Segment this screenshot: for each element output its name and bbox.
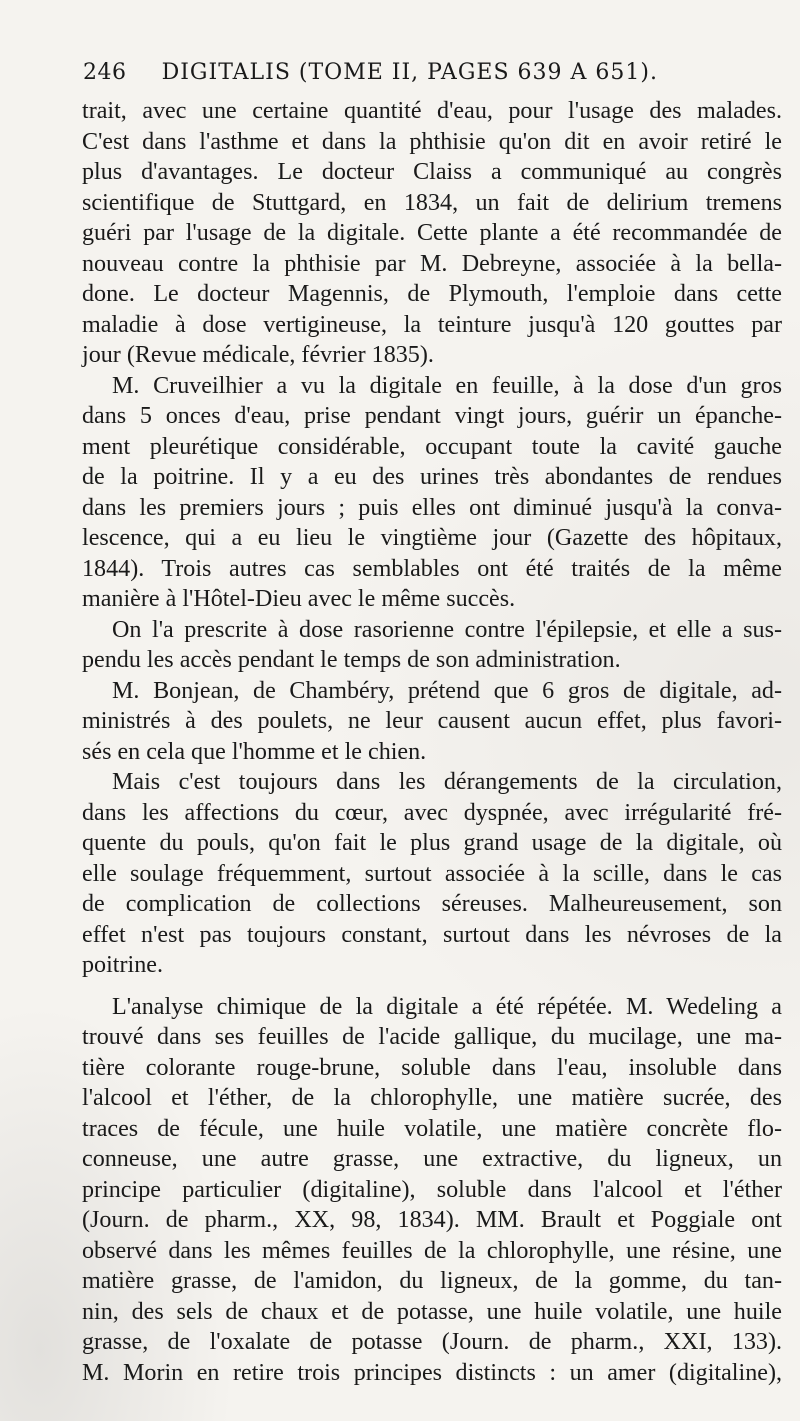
text-line: grasse, de l'oxalate de potasse (Journ. de pharm., XXI, 133). (82, 1329, 782, 1355)
body-text (82, 96, 782, 1388)
text-line: pendu les accès pendant le temps de son administration. (82, 647, 621, 673)
text-line: M. Cruveilhier a vu la digitale en feuille, à la dose d'un gros (112, 372, 782, 399)
text-line: effet n'est pas toujours constant, surtout dans les névroses de la (82, 921, 782, 948)
text-line: done. Le docteur Magennis, de Plymouth, l'emploie dans cette (82, 281, 782, 307)
text-line: trait, avec une certaine quantité d'eau, pour l'usage des malades. (82, 98, 782, 124)
text-line: scientifique de Stuttgard, en 1834, un fait de delirium tremens (82, 189, 782, 216)
text-line: matière grasse, de l'amidon, du ligneux, de la gomme, du tan- (82, 1268, 782, 1294)
page-number: 246 (83, 60, 127, 85)
text-line: lescence, qui a eu lieu le vingtième jour (Gazette des hôpitaux, (82, 525, 782, 551)
text-line: observé dans les mêmes feuilles de la chlorophylle, une résine, une (82, 1237, 782, 1264)
text-line: trouvé dans ses feuilles de l'acide gallique, du mucilage, une ma- (82, 1024, 782, 1050)
text-line: Mais c'est toujours dans les dérangements de la circulation, (112, 769, 782, 795)
text-line: M. Morin en retire trois principes distincts : un amer (digitaline), (82, 1359, 782, 1386)
text-line: C'est dans l'asthme et dans la phthisie qu'on dit en avoir retiré le (82, 128, 782, 155)
text-line: traces de fécule, une huile volatile, une matière concrète flo- (82, 1115, 782, 1142)
text-line: ment pleurétique considérable, occupant toute la cavité gauche (82, 433, 782, 460)
text-line: de complication de collections séreuses. Malheureusement, son (82, 891, 782, 917)
paragraph-gap (82, 981, 782, 992)
text-line: 1844). Trois autres cas semblables ont été traités de la même (82, 555, 782, 582)
text-line: nouveau contre la phthisie par M. Debreyne, associée à la bella- (82, 250, 782, 277)
text-line: L'analyse chimique de la digitale a été répétée. M. Wedeling a (112, 993, 782, 1020)
text-line: sés en cela que l'homme et le chien. (82, 738, 427, 765)
text-line: plus d'avantages. Le docteur Claiss a communiqué au congrès (82, 159, 782, 185)
running-title: DIGITALIS (TOME II, PAGES 639 A 651). (161, 60, 658, 85)
text-line: nin, des sels de chaux et de potasse, une huile volatile, une huile (82, 1298, 782, 1325)
text-line: de la poitrine. Il y a eu des urines très abondantes de rendues (82, 464, 782, 490)
text-line: dans 5 onces d'eau, prise pendant vingt jours, guérir un épanche- (82, 403, 782, 429)
text-line: elle soulage fréquemment, surtout associée à la scille, dans le cas (82, 860, 782, 887)
text-line: jour (Revue médicale, février 1835). (82, 342, 434, 368)
text-line: guéri par l'usage de la digitale. Cette plante a été recommandée de (82, 220, 782, 246)
text-line: conneuse, une autre grasse, une extractive, du ligneux, un (82, 1146, 782, 1172)
text-line: ministrés à des poulets, ne leur causent aucun effet, plus favori- (82, 708, 782, 734)
text-line: dans les affections du cœur, avec dyspnée, avec irrégularité fré- (82, 799, 782, 826)
page-header (83, 60, 783, 94)
text-line: M. Bonjean, de Chambéry, prétend que 6 gros de digitale, ad- (112, 677, 782, 704)
text-line: quente du pouls, qu'on fait le plus grand usage de la digitale, où (82, 830, 782, 856)
text-line: manière à l'Hôtel-Dieu avec le même succès. (82, 586, 516, 612)
text-line: tière colorante rouge-brune, soluble dans l'eau, insoluble dans (82, 1054, 782, 1081)
text-line: l'alcool et l'éther, de la chlorophylle, une matière sucrée, des (82, 1085, 782, 1111)
text-line: maladie à dose vertigineuse, la teinture jusqu'à 120 gouttes par (82, 311, 782, 338)
text-line: (Journ. de pharm., XX, 98, 1834). MM. Brault et Poggiale ont (82, 1207, 782, 1233)
text-line: poitrine. (82, 952, 163, 978)
text-line: principe particulier (digitaline), soluble dans l'alcool et l'éther (82, 1176, 782, 1203)
text-line: dans les premiers jours ; puis elles ont diminué jusqu'à la conva- (82, 494, 782, 521)
text-line: On l'a prescrite à dose rasorienne contre l'épilepsie, et elle a sus- (112, 616, 782, 643)
